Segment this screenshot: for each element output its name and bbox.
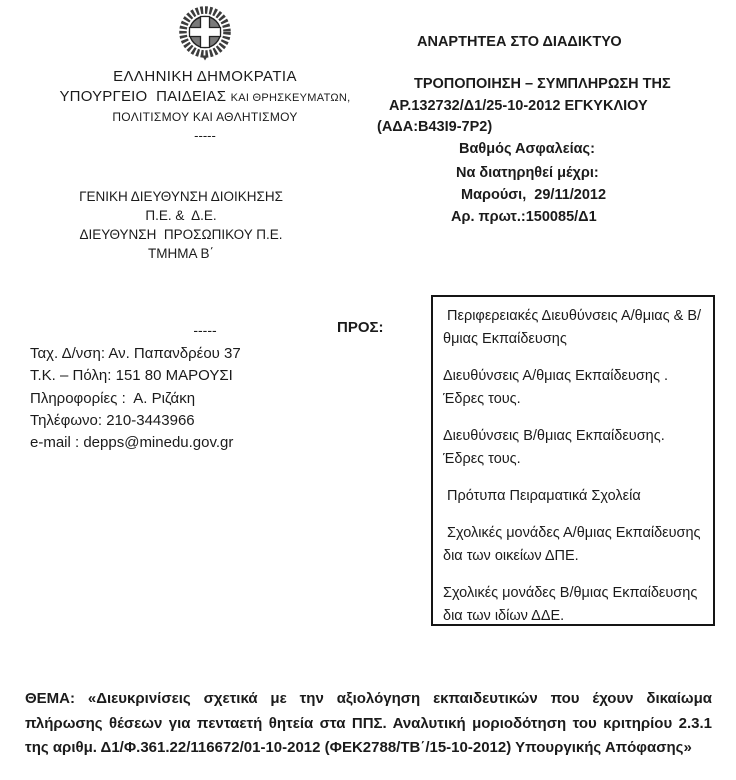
republic-title: ΕΛΛΗΝΙΚΗ ΔΗΜΟΚΡΑΤΙΑ [113,68,297,85]
department-block [20,187,342,263]
amendment-line-2: ΑΡ.132732/Δ1/25-10-2012 ΕΓΚΥΚΛΙΟΥ [389,98,648,114]
ministry-header [20,5,390,143]
amendment-line-3: (ΑΔΑ:Β43Ι9-7Ρ2) [377,119,493,135]
protocol-number: Αρ. πρωτ.:150085/Δ1 [451,209,597,225]
security-level: Βαθμός Ασφαλείας: [459,141,595,157]
recipient-item: Σχολικές μονάδες Β/θμιας Εκπαίδευσης δια των ιδίων ΔΔΕ. [443,585,702,624]
ministry-title-rest: ΚΑΙ ΘΡΗΣΚΕΥΜΑΤΩΝ, [230,92,351,104]
contact-postal: Τ.Κ. – Πόλη: 151 80 ΜΑΡΟΥΣΙ [30,367,233,385]
contact-block [30,343,241,454]
greek-emblem-icon [20,5,390,63]
ministry-title-line2: ΠΟΛΙΤΙΣΜΟΥ ΚΑΙ ΑΘΛΗΤΙΣΜΟΥ [112,110,298,124]
recipient-item: Περιφερειακές Διευθύνσεις Α/θμιας & Β/θμιας Εκπαίδευσης [443,308,702,347]
contact-divider: ----- [193,322,217,338]
contact-phone: Τηλέφωνο: 210-3443966 [30,411,195,429]
dept-line-2: Π.Ε. & Δ.Ε. [145,208,217,223]
contact-info: Πληροφορίες : Α. Ριζάκη [30,389,196,407]
dept-line-1: ΓΕΝΙΚΗ ΔΙΕΥΘΥΝΣΗ ΔΙΟΙΚΗΣΗΣ [79,189,283,204]
contact-email: e-mail : depps@minedu.gov.gr [30,434,234,452]
dept-line-3: ΔΙΕΥΘΥΝΣΗ ΠΡΟΣΩΠΙΚΟΥ Π.Ε. [79,227,283,242]
recipients-box [431,295,715,626]
recipient-item: Πρότυπα Πειραματικά Σχολεία [443,488,641,504]
place-date: Μαρούσι, 29/11/2012 [461,187,607,203]
dept-line-4: ΤΜΗΜΑ Β΄ [148,246,214,261]
recipient-item: Διευθύνσεις Α/θμιας Εκπαίδευσης . Έδρες τους. [443,368,673,407]
ministry-title [20,87,390,108]
amendment-line-1: ΤΡΟΠΟΠΟΙΗΣΗ – ΣΥΜΠΛΗΡΩΣΗ ΤΗΣ [414,76,671,92]
header-divider: ----- [194,128,216,143]
recipient-item: Σχολικές μονάδες Α/θμιας Εκπαίδευσης δια των οικείων ΔΠΕ. [443,525,705,564]
subject-paragraph: ΘΕΜΑ: «Διευκρινίσεις σχετικά με την αξιολόγηση εκπαιδευτικών που έχουν δικαίωμα πλήρωσης θέσεων για πενταετή θητεία στα ΠΠΣ. Αναλυτική μοριοδότηση του κριτηρίου 2.3.1 της αριθμ. Δ1/Φ.361.22/116672/01-10-2012 (ΦΕΚ2788/ΤΒ΄/15-10-2012) Υπουργικής Απόφασης» [25,690,712,756]
contact-address: Ταχ. Δ/νση: Αν. Παπανδρέου 37 [30,345,241,362]
ministry-title-main: ΥΠΟΥΡΓΕΙΟ ΠΑΙΔΕΙΑΣ [59,88,231,105]
retain-until: Να διατηρηθεί μέχρι: [456,165,599,181]
publish-notice: ΑΝΑΡΤΗΤΕΑ ΣΤΟ ΔΙΑΔΙΚΤΥΟ [417,34,622,50]
pros-label: ΠΡΟΣ: [337,319,384,336]
recipient-item: Διευθύνσεις Β/θμιας Εκπαίδευσης. Έδρες τους. [443,428,673,467]
